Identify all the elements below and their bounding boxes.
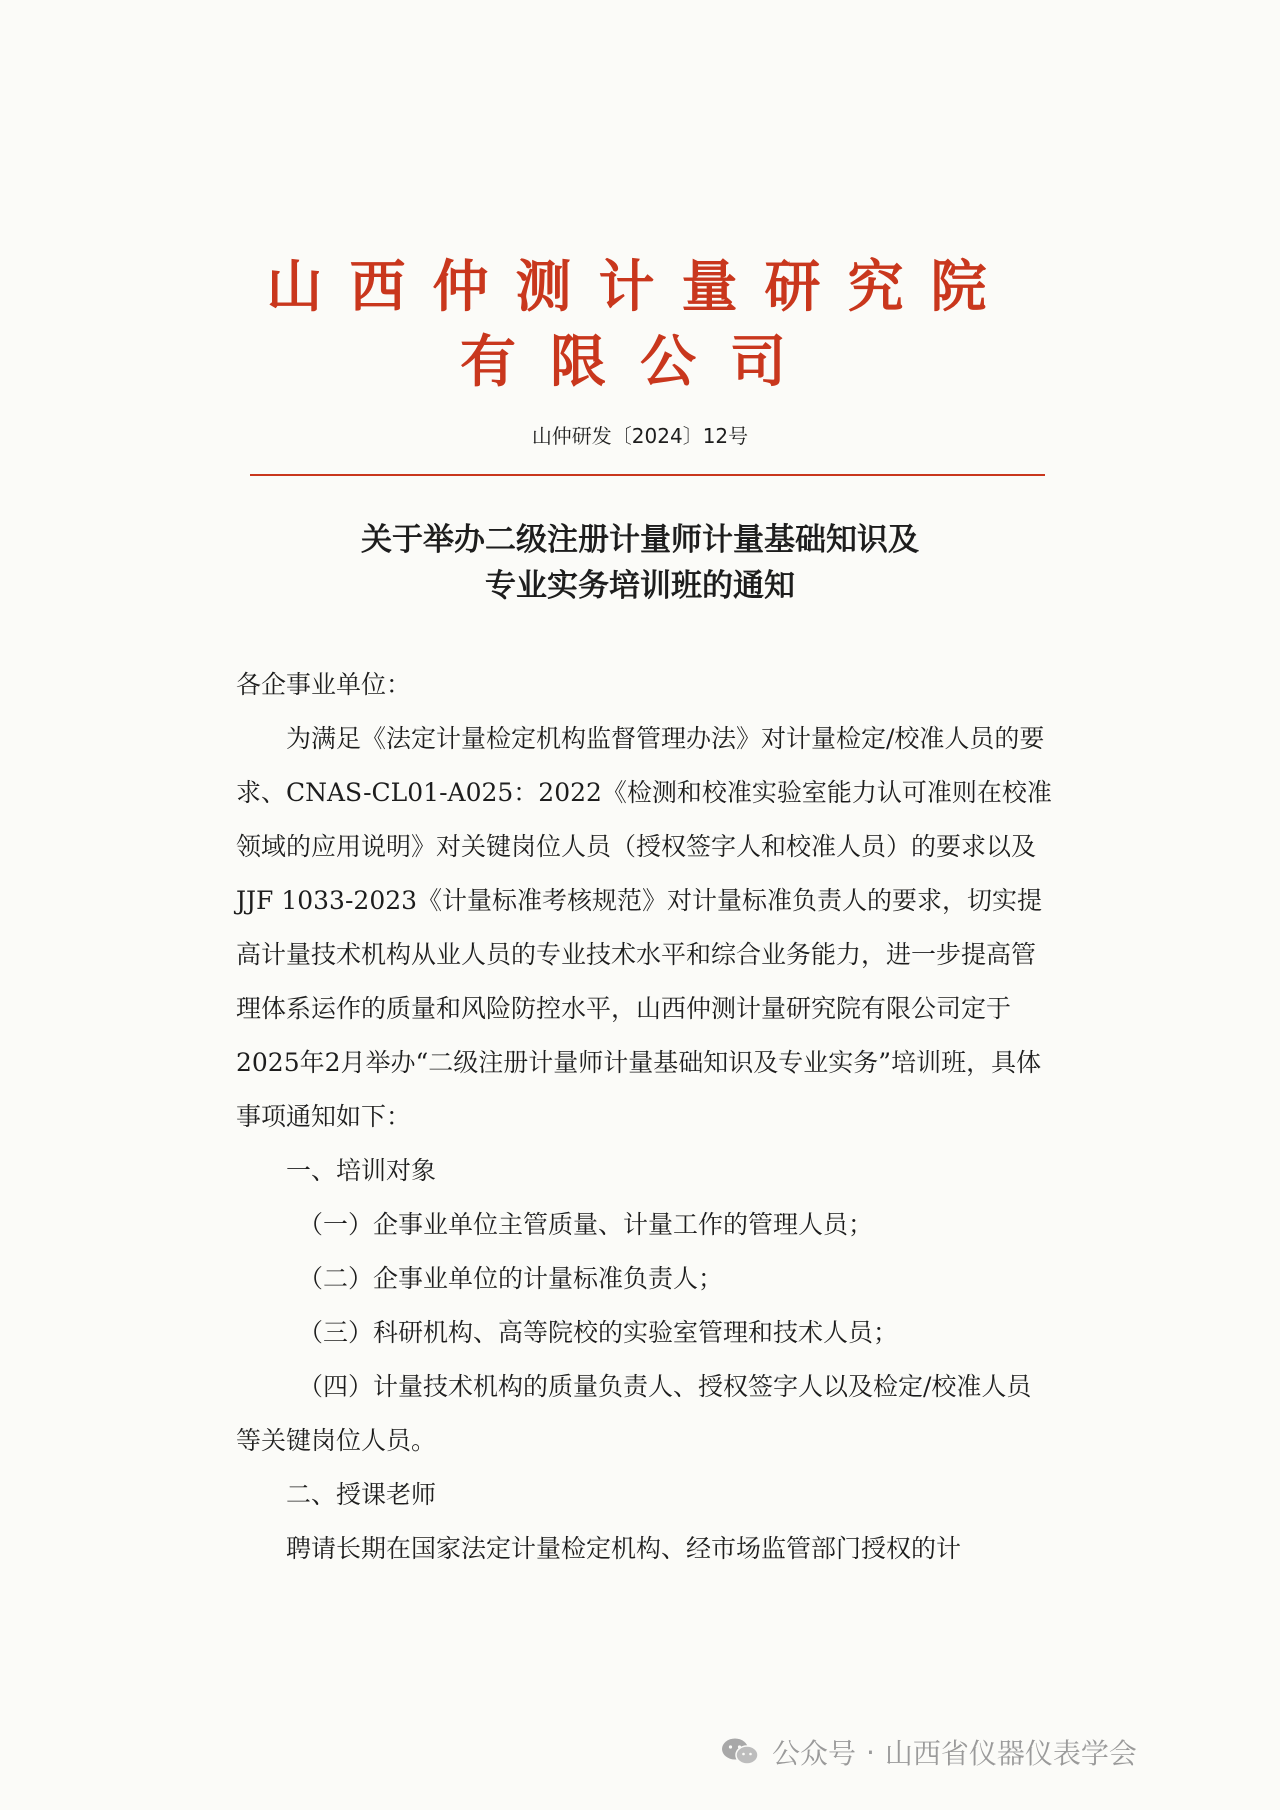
salutation: 各企事业单位： [236, 670, 412, 699]
notice-title-line2: 专业实务培训班的通知 [485, 568, 795, 604]
notice-body [236, 658, 1056, 1576]
section2-heading: 二、授课老师 [286, 1480, 437, 1509]
watermark-label: 公众号 [772, 1737, 857, 1770]
intro-paragraph: 为满足《法定计量检定机构监督管理办法》对计量检定/校准人员的要求、CNAS-CL01-A025：2022《检测和校准实验室能力认可准则在校准领域的应用说明》对关键岗位人员（授权签字人和校准人员）的要求以及JJF 1033-2023《计量标准考核规范》对计量标准负责人的要求，切实提高计量技术机构从业人员的专业技术水平和综合业务能力，进一步提高管理体系运作的质量和风险防控水平，山西仲测计量研究院有限公司定于2025年2月举办“二级注册计量师计量基础知识及专业实务”培训班，具体事项通知如下： [236, 724, 1052, 1131]
document-number: 山仲研发〔2024〕12号 [531, 424, 749, 448]
org-name-line2: 有限公司 [460, 330, 820, 395]
section1-item: （二）企事业单位的计量标准负责人； [298, 1264, 724, 1293]
section1-item: （四）计量技术机构的质量负责人、授权签字人以及检定/校准人员等关键岗位人员。 [236, 1372, 1032, 1455]
section2-paragraph: 聘请长期在国家法定计量检定机构、经市场监管部门授权的计 [286, 1534, 962, 1563]
watermark-separator: · [866, 1735, 875, 1769]
notice-title-line1: 关于举办二级注册计量师计量基础知识及 [361, 522, 919, 558]
wechat-watermark [720, 1732, 1137, 1772]
header-divider [250, 474, 1045, 476]
watermark-account: 山西省仪器仪表学会 [884, 1737, 1137, 1770]
section1-heading: 一、培训对象 [286, 1156, 437, 1185]
wechat-icon [720, 1736, 760, 1768]
section1-item: （一）企事业单位主管质量、计量工作的管理人员； [298, 1210, 874, 1239]
org-name-line1: 山西仲测计量研究院 [266, 255, 1014, 320]
section1-item: （三）科研机构、高等院校的实验室管理和技术人员； [298, 1318, 899, 1347]
